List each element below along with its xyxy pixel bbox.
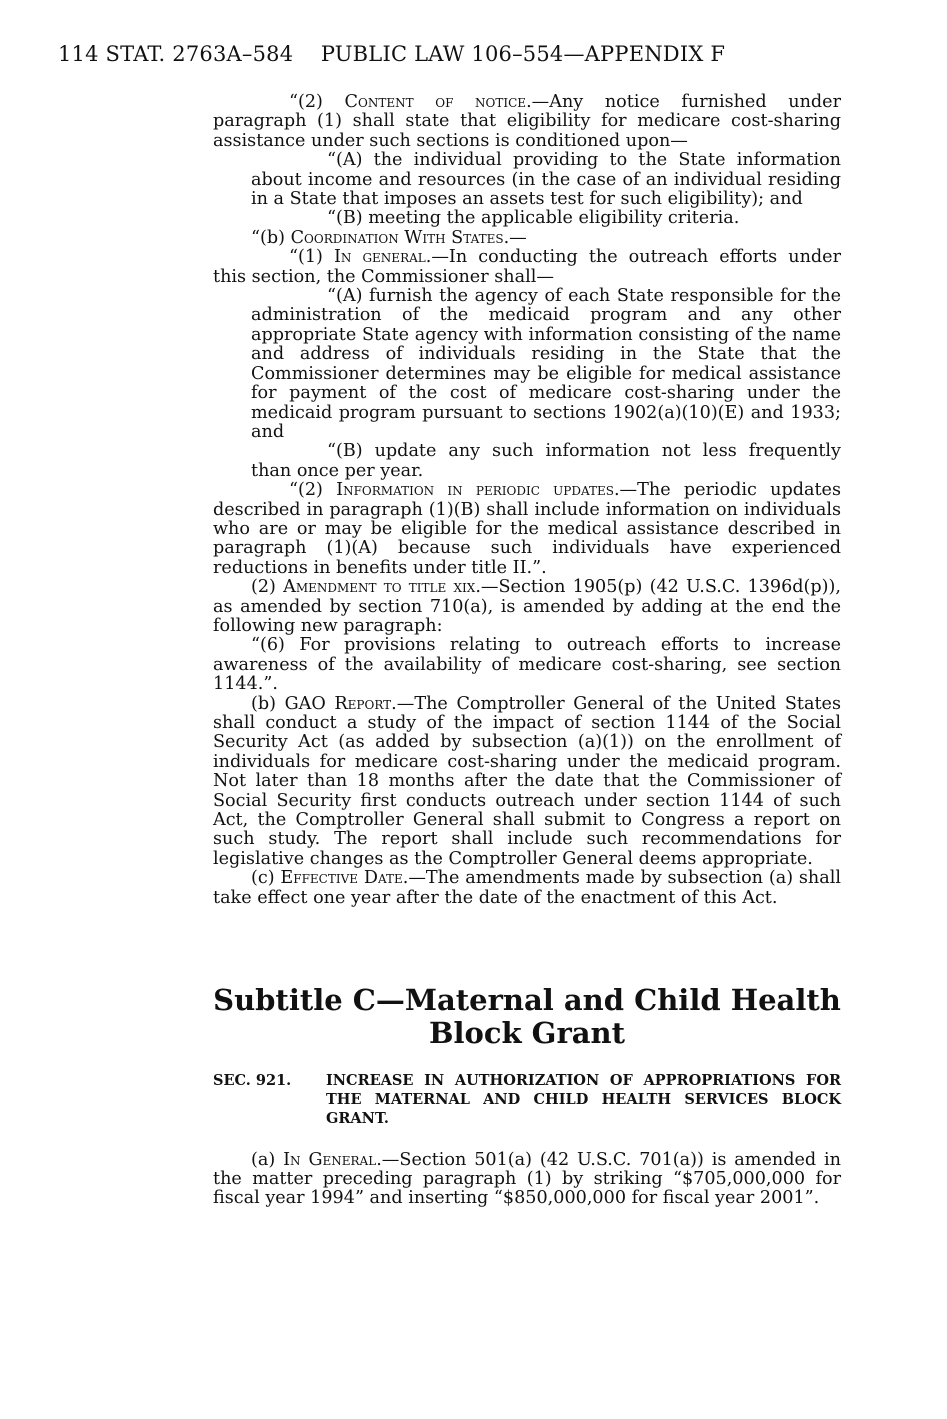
body-paragraph <box>213 481 841 578</box>
paragraph-text: “(1) <box>289 247 334 268</box>
paragraph-text: (2) <box>251 577 284 598</box>
body-paragraph <box>213 636 841 694</box>
paragraph-text: (b) GAO <box>251 693 335 714</box>
section-body <box>213 1133 841 1226</box>
running-header <box>58 42 725 66</box>
statute-citation: 114 STAT. 2763A–584 <box>58 42 294 66</box>
paragraph-text: “(B) meeting the applicable eligibility criteria. <box>327 208 740 229</box>
small-caps-heading: Coordination With States <box>290 227 504 248</box>
body-paragraph <box>213 93 841 151</box>
paragraph-text: “(B) update any such information not less frequently than once per year. <box>251 441 841 481</box>
small-caps-heading: Amendment to title xix <box>283 577 476 598</box>
section-number: SEC. 921. <box>213 1072 292 1089</box>
subtitle-line-1: Subtitle C—Maternal and Child Health <box>213 983 841 1017</box>
paragraph-text: “(A) the individual providing to the State information about income and resources (in the case of an individual residing in a State that imposes an assets test for such eligibility); and <box>251 150 841 210</box>
subtitle-heading <box>213 984 841 1050</box>
paragraph-text: “(2) <box>289 92 345 112</box>
body-paragraph <box>213 209 841 228</box>
body-paragraph <box>213 287 841 442</box>
body-paragraph <box>213 695 841 870</box>
paragraph-text: (a) <box>251 1149 284 1170</box>
paragraph-text: .—The Comptroller General of the United States shall conduct a study of the impact of section 1144 of the Social Security Act (as added by subsection (a)(1)) on the enrollment of individuals for medicare cost-sharing under the medicaid program. Not later than 18 months after the date that the Commissioner of Social Security first conducts outreach under section 1144 of such Act, the Comptroller General shall submit to Congress a report on such study. The report shall include such recommendations for legislative changes as the Comptroller General deems appropriate. <box>213 693 841 869</box>
body-paragraph <box>213 248 841 287</box>
small-caps-heading: Report <box>334 693 392 714</box>
section-paragraph <box>213 1151 841 1209</box>
law-title: PUBLIC LAW 106–554—APPENDIX F <box>320 42 726 66</box>
body-paragraph <box>213 229 841 248</box>
body-paragraph <box>213 578 841 636</box>
small-caps-heading: Effective Date <box>280 868 403 889</box>
paragraph-text: “(6) For provisions relating to outreach efforts to increase awareness of the availability of medicare cost-sharing, see section 1144.”. <box>213 635 841 695</box>
paragraph-text: (c) <box>251 868 281 889</box>
small-caps-heading: Content of notice <box>344 92 527 112</box>
small-caps-heading: Information in periodic updates <box>336 480 614 501</box>
subtitle-line-2: Block Grant <box>428 1016 626 1050</box>
paragraph-text: .—The periodic updates described in paragraph (1)(B) shall include information on individuals who are or may be eligible for the medical assistance described in paragraph (1)(A) because such individuals have experienced reductions in benefits under title II.”. <box>213 480 841 578</box>
body-text <box>213 93 841 908</box>
small-caps-heading: In general <box>333 247 426 268</box>
section-heading <box>213 1071 841 1128</box>
paragraph-text: .—Section 1905(p) (42 U.S.C. 1396d(p)), as amended by section 710(a), is amended by adding at the end the following new paragraph: <box>213 577 841 636</box>
paragraph-text: .—In conducting the outreach efforts under this section, the Commissioner shall— <box>213 247 842 287</box>
paragraph-text: “(A) furnish the agency of each State responsible for the administration of the medicaid program and any other appropriate State agency with information consisting of the name and address of individuals residing in the State that the Commissioner determines may be eligible for medical assistance for payment of the cost of medicare cost-sharing under the medicaid program pursuant to sections 1902(a)(10)(E) and 1933; and <box>251 286 841 442</box>
paragraph-text: .—The amendments made by subsection (a) shall take effect one year after the date of the enactment of this Act. <box>213 868 841 908</box>
body-paragraph <box>213 869 841 908</box>
paragraph-text: “(2) <box>289 480 337 501</box>
paragraph-text: .—Any notice furnished under paragraph (1) shall state that eligibility for medicare cost-sharing assistance under such sections is conditioned upon— <box>213 92 841 151</box>
paragraph-text: .— <box>503 227 527 248</box>
small-caps-heading: In General <box>283 1149 377 1170</box>
paragraph-text: “(b) <box>251 227 291 248</box>
section-title: INCREASE IN AUTHORIZATION OF APPROPRIATIONS FOR THE MATERNAL AND CHILD HEALTH SERVICES BLOCK GRANT. <box>326 1072 841 1127</box>
paragraph-text: .—Section 501(a) (42 U.S.C. 701(a)) is amended in the matter preceding paragraph (1) by striking “$705,000,000 for fiscal year 1994” and inserting “$850,000,000 for fiscal year 2001”. <box>213 1149 841 1209</box>
body-paragraph <box>213 442 841 481</box>
body-paragraph <box>213 151 841 209</box>
